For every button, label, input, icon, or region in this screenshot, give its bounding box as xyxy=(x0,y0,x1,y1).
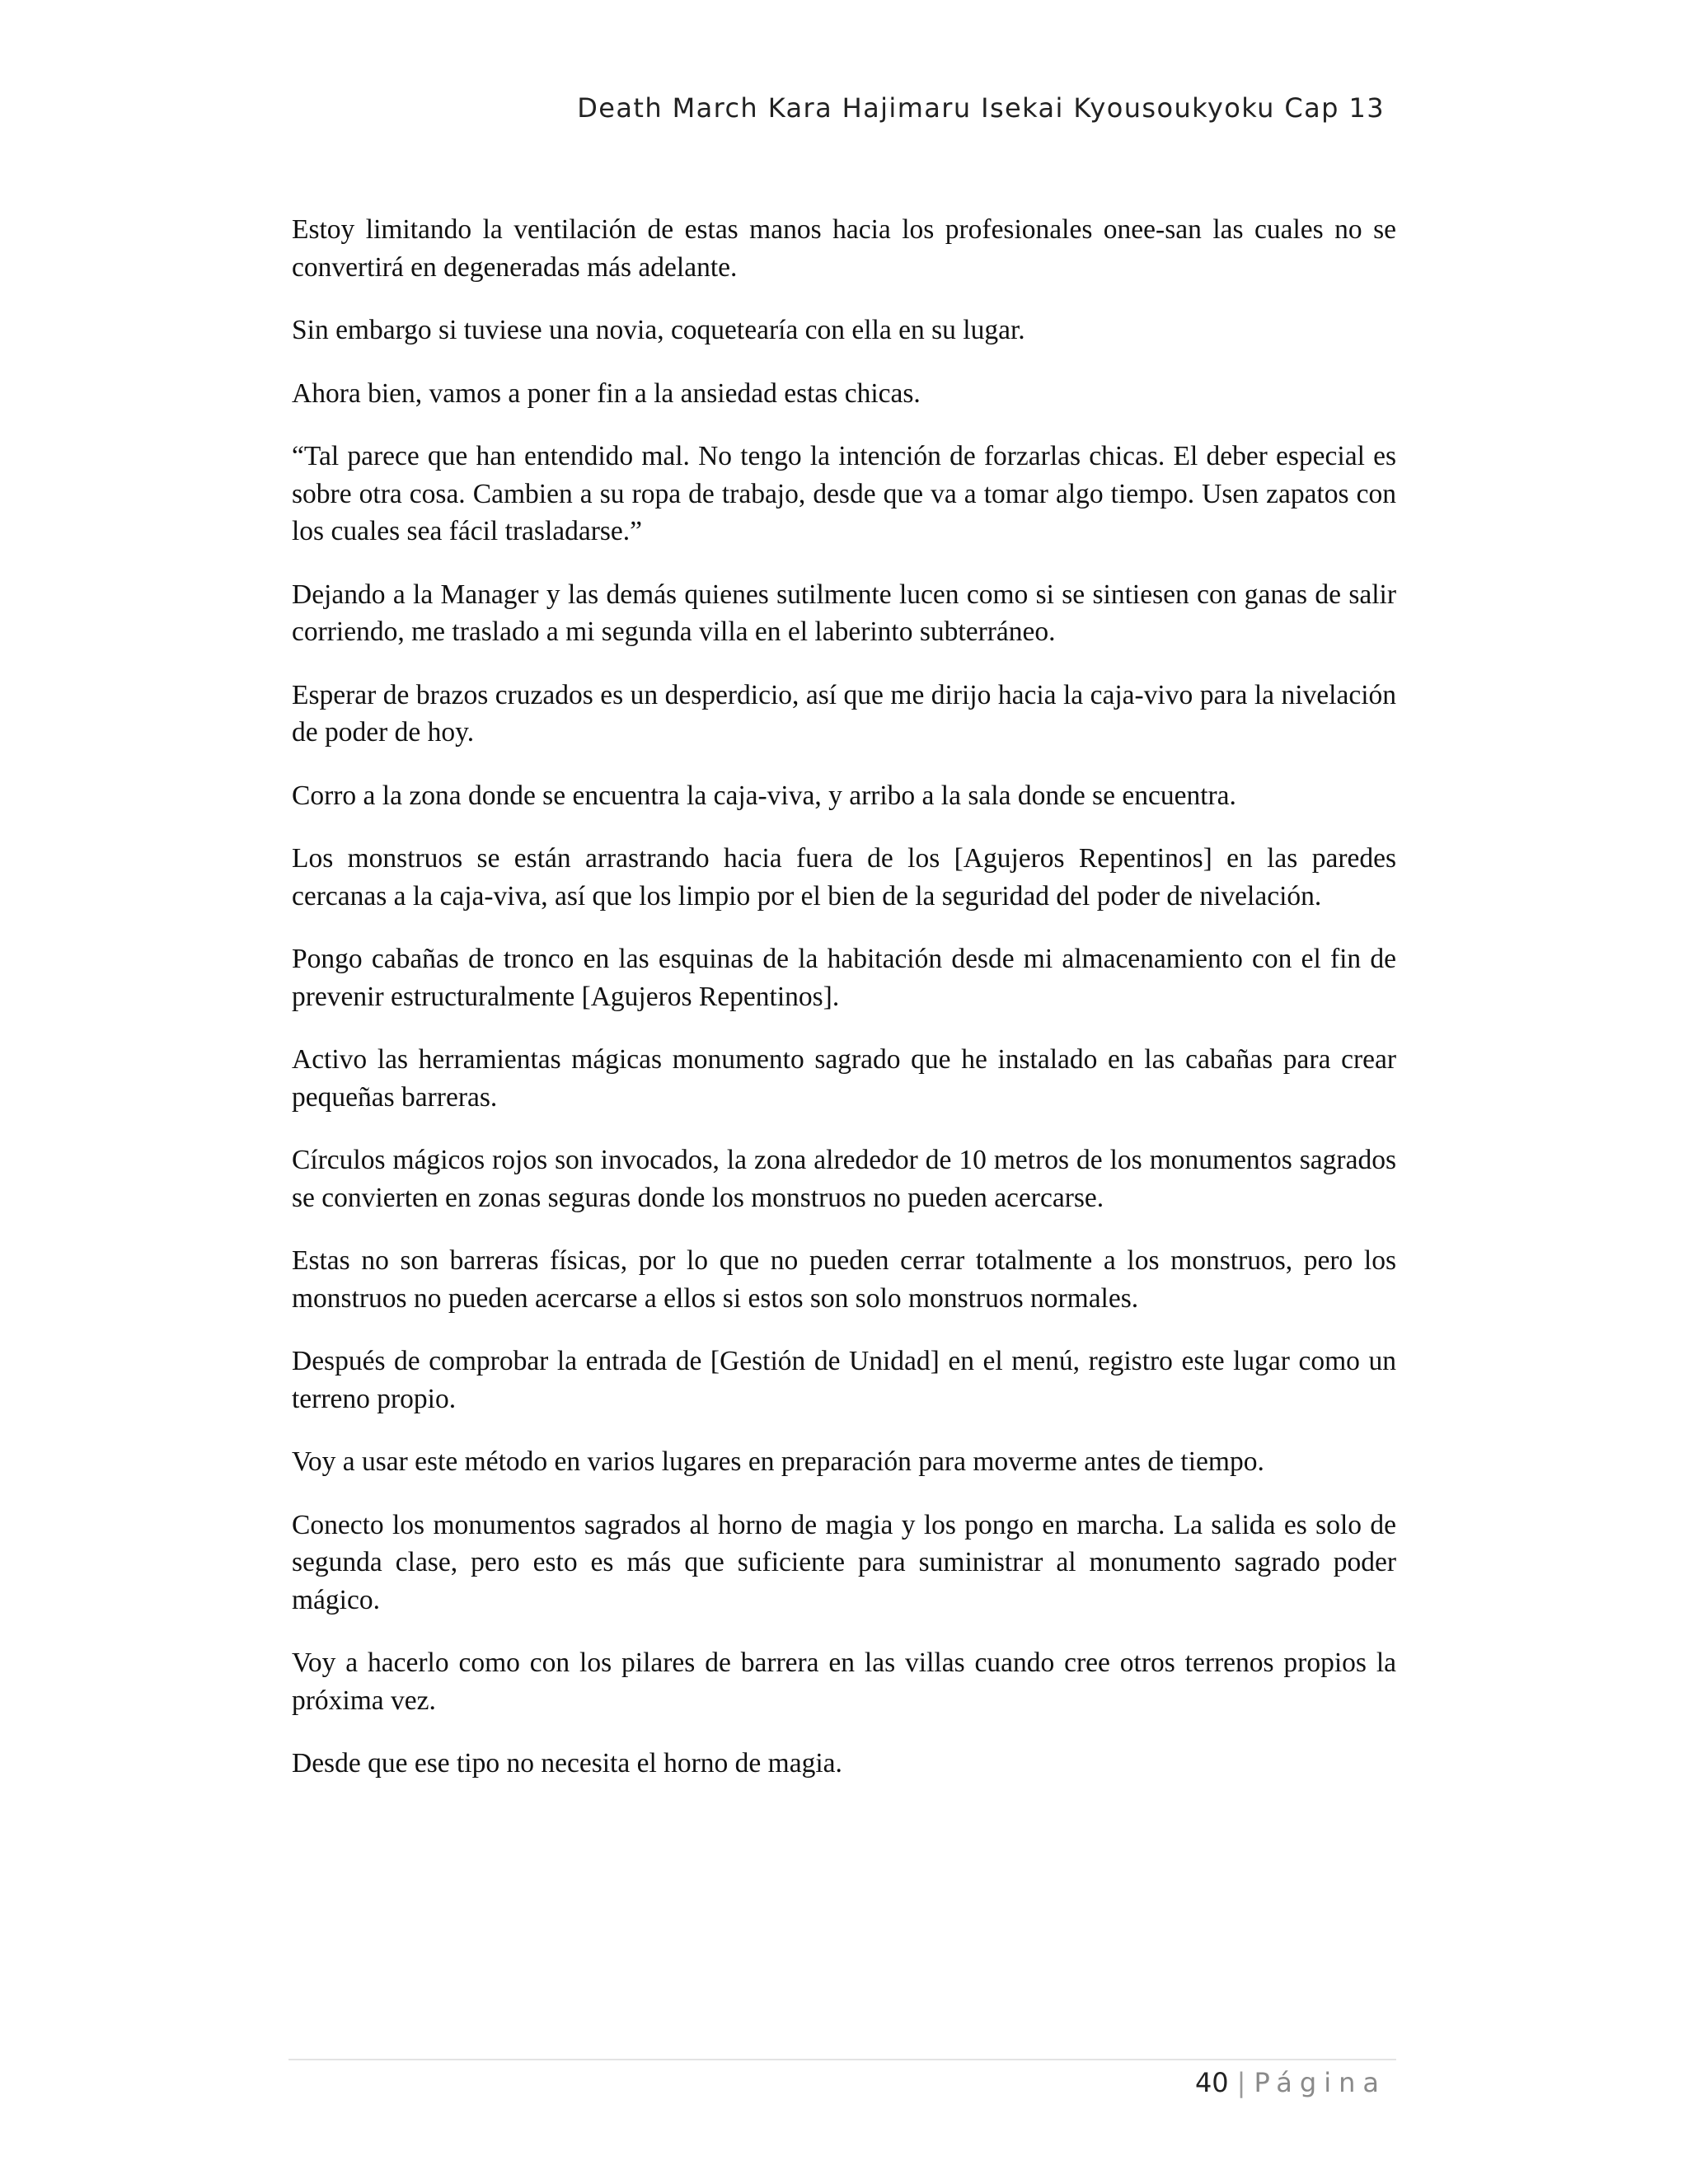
paragraph: Después de comprobar la entrada de [Gestión de Unidad] en el menú, registro este lugar como un terreno propio. xyxy=(292,1346,1396,1414)
paragraph: Los monstruos se están arrastrando hacia fuera de los [Agujeros Repentinos] en las paredes cercanas a la caja-viva, así que los limpio por el bien de la seguridad del poder de nivelación. xyxy=(292,843,1396,912)
page-number: 40 xyxy=(1194,2067,1229,2098)
running-header xyxy=(288,92,1385,124)
footer-divider xyxy=(288,2059,1396,2060)
body-text xyxy=(292,211,1396,1808)
paragraph: Esperar de brazos cruzados es un desperdicio, así que me dirijo hacia la caja-vivo para la nivelación de poder de hoy. xyxy=(292,679,1396,748)
paragraph: “Tal parece que han entendido mal. No tengo la intención de forzarlas chicas. El deber especial es sobre otra cosa. Cambien a su ropa de trabajo, desde que va a tomar algo tiempo. Usen zapatos con los cuales sea fácil trasladarse.” xyxy=(292,441,1396,546)
paragraph: Estoy limitando la ventilación de estas manos hacia los profesionales onee-san las cuales no se convertirá en degeneradas más adelante. xyxy=(292,214,1396,283)
page-label: Página xyxy=(1254,2067,1386,2098)
paragraph: Activo las herramientas mágicas monumento sagrado que he instalado en las cabañas para crear pequeñas barreras. xyxy=(292,1044,1396,1113)
header-title: Death March Kara Hajimaru Isekai Kyousoukyoku Cap 13 xyxy=(577,92,1385,124)
page-footer xyxy=(288,2062,1386,2103)
paragraph: Círculos mágicos rojos son invocados, la zona alrededor de 10 metros de los monumentos sagrados se convierten en zonas seguras donde los monstruos no pueden acercarse. xyxy=(292,1145,1396,1213)
paragraph: Voy a usar este método en varios lugares en preparación para moverme antes de tiempo. xyxy=(292,1446,1264,1477)
paragraph: Corro a la zona donde se encuentra la caja-viva, y arribo a la sala donde se encuentra. xyxy=(292,780,1236,811)
paragraph: Pongo cabañas de tronco en las esquinas de la habitación desde mi almacenamiento con el fin de prevenir estructuralmente [Agujeros Repentinos]. xyxy=(292,944,1396,1012)
paragraph: Ahora bien, vamos a poner fin a la ansiedad estas chicas. xyxy=(292,377,921,409)
paragraph: Sin embargo si tuviese una novia, coquetearía con ella en su lugar. xyxy=(292,315,1025,345)
paragraph: Conecto los monumentos sagrados al horno de magia y los pongo en marcha. La salida es solo de segunda clase, pero esto es más que suficiente para suministrar al monumento sagrado poder mágico. xyxy=(292,1509,1396,1615)
paragraph: Dejando a la Manager y las demás quienes sutilmente lucen como si se sintiesen con ganas de salir corriendo, me traslado a mi segunda villa en el laberinto subterráneo. xyxy=(292,579,1396,647)
paragraph: Estas no son barreras físicas, por lo que no pueden cerrar totalmente a los monstruos, pero los monstruos no pueden acercarse a ellos si estos son solo monstruos normales. xyxy=(292,1245,1396,1314)
paragraph: Voy a hacerlo como con los pilares de barrera en las villas cuando cree otros terrenos propios la próxima vez. xyxy=(292,1647,1396,1716)
paragraph: Desde que ese tipo no necesita el horno de magia. xyxy=(292,1748,842,1779)
footer-separator: | xyxy=(1236,2067,1246,2098)
